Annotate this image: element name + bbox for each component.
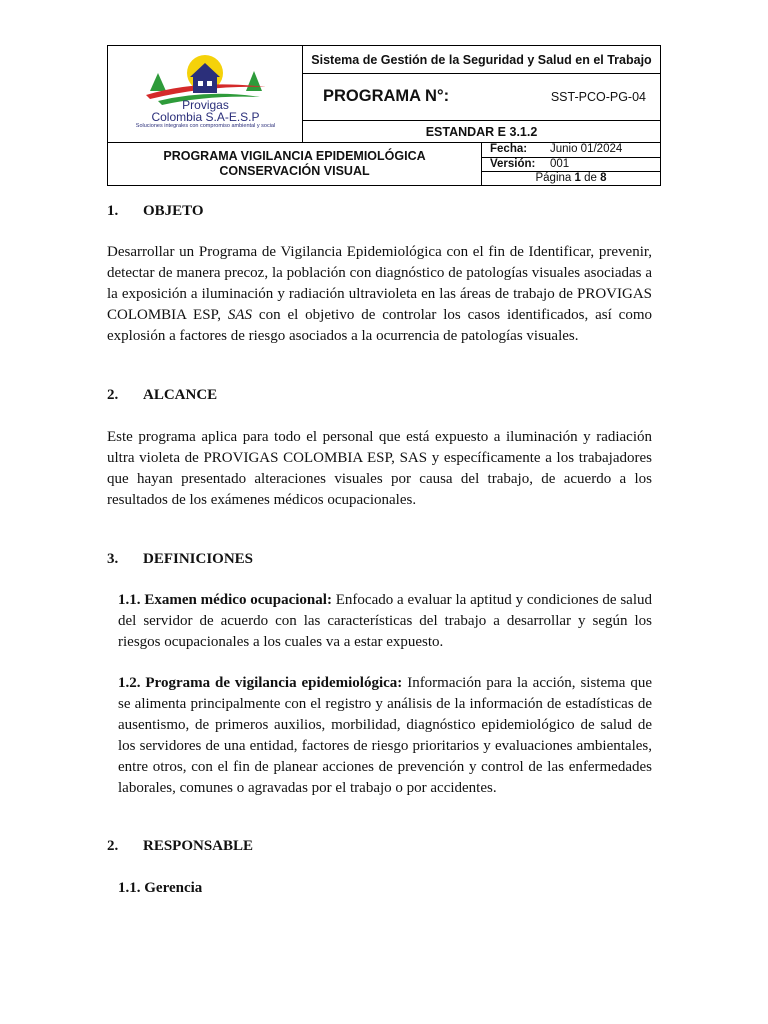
section-number: 1. (107, 203, 119, 219)
section-title: DEFINICIONES (143, 551, 254, 567)
definition-text: Enfocado a evaluar la aptitud y condiciones de salud del servidor de acuerdo con las características del trabajo a desarrollar y según los riesgos ocupacionales a los cuales va a estar expuesto. (118, 592, 653, 650)
version-value: 001 (550, 157, 570, 170)
logo-tagline: Soluciones integrales con compromiso ambiental y social (135, 123, 276, 129)
page-row (482, 172, 660, 187)
program-label: PROGRAMA N°: (323, 87, 450, 105)
system-title: Sistema de Gestión de la Seguridad y Salud en el Trabajo (303, 46, 660, 74)
page-total: 8 (600, 172, 607, 184)
subsection-gerencia (118, 880, 202, 897)
logo-cell (108, 46, 303, 142)
logo-name-line2: Colombia S.A-E.S.P (151, 110, 260, 124)
version-row (482, 158, 660, 173)
section-title: ALCANCE (143, 387, 218, 403)
section-title: OBJETO (143, 203, 204, 219)
document-header (107, 45, 661, 186)
objeto-text-italic: SAS (227, 307, 253, 323)
objeto-text-b: con el objetivo de controlar los casos identificados, así como explosión a factores de riesgo asociados a la ocurrencia de patologías visuales. (107, 307, 652, 344)
document-title-line1: PROGRAMA VIGILANCIA EPIDEMIOLÓGICA (163, 149, 426, 163)
header-bottom-row (108, 142, 660, 185)
definition-term: 1.2. Programa de vigilancia epidemiológica: (118, 675, 403, 691)
version-label: Versión: (490, 157, 536, 170)
document-title-line2: CONSERVACIÓN VISUAL (219, 164, 370, 178)
alcance-paragraph: Este programa aplica para todo el personal que está expuesto a iluminación y radiación ultra violeta de PROVIGAS COLOMBIA ESP, SAS y específicamente a los trabajadores que hayan presentado alteraciones visuales por causa del trabajo, de acuerdo a los resultados de los exámenes médicos ocupacionales. (107, 429, 652, 508)
logo-name-line1: Provigas (182, 98, 229, 112)
definition-text: Información para la acción, sistema que se alimenta principalmente con el registro y análisis de la información de estadísticas de ausentismo, de primeros auxilios, morbilidad, diagnóstico epidemiológico de salud de los servidores de una entidad, factores de riesgo prioritarios y evaluaciones ambientales, entre otros, con el fin de planear acciones de prevención y control de las enfermedades laborales, comunes o agravadas por el trabajo o por accidentes. (118, 675, 652, 796)
subsection-title: 1.1. Gerencia (118, 880, 203, 896)
section-number: 3. (107, 551, 119, 567)
page-sep: de (584, 172, 597, 184)
standard-label: ESTANDAR E 3.1.2 (425, 124, 538, 139)
definition-programa-vigilancia (118, 673, 652, 799)
page-current: 1 (574, 172, 581, 184)
objeto-text-a: Desarrollar un Programa de Vigilancia Epidemiológica con el fin de Identificar, prevenir, detectar de manera precoz, la población con diagnóstico de patologías visuales asociadas a la exposición a iluminación y radiación ultravioleta en las áreas de trabajo de PROVIGAS COLOMBIA ESP, (107, 244, 652, 323)
document-title (108, 143, 482, 185)
date-row (482, 143, 660, 158)
definition-examen-medico (118, 590, 652, 653)
page-indicator (482, 172, 660, 184)
section-title: RESPONSABLE (143, 838, 254, 854)
objeto-paragraph (107, 242, 652, 347)
section-number: 2. (107, 838, 119, 854)
page-prefix: Página (535, 172, 572, 184)
date-value: Junio 01/2024 (550, 143, 623, 155)
section-number: 2. (107, 387, 119, 403)
document-meta (482, 143, 660, 185)
program-row (303, 74, 660, 121)
definition-term: 1.1. Examen médico ocupacional: (118, 592, 332, 608)
date-label: Fecha: (490, 143, 528, 155)
program-code: SST-PCO-PG-04 (550, 90, 646, 104)
